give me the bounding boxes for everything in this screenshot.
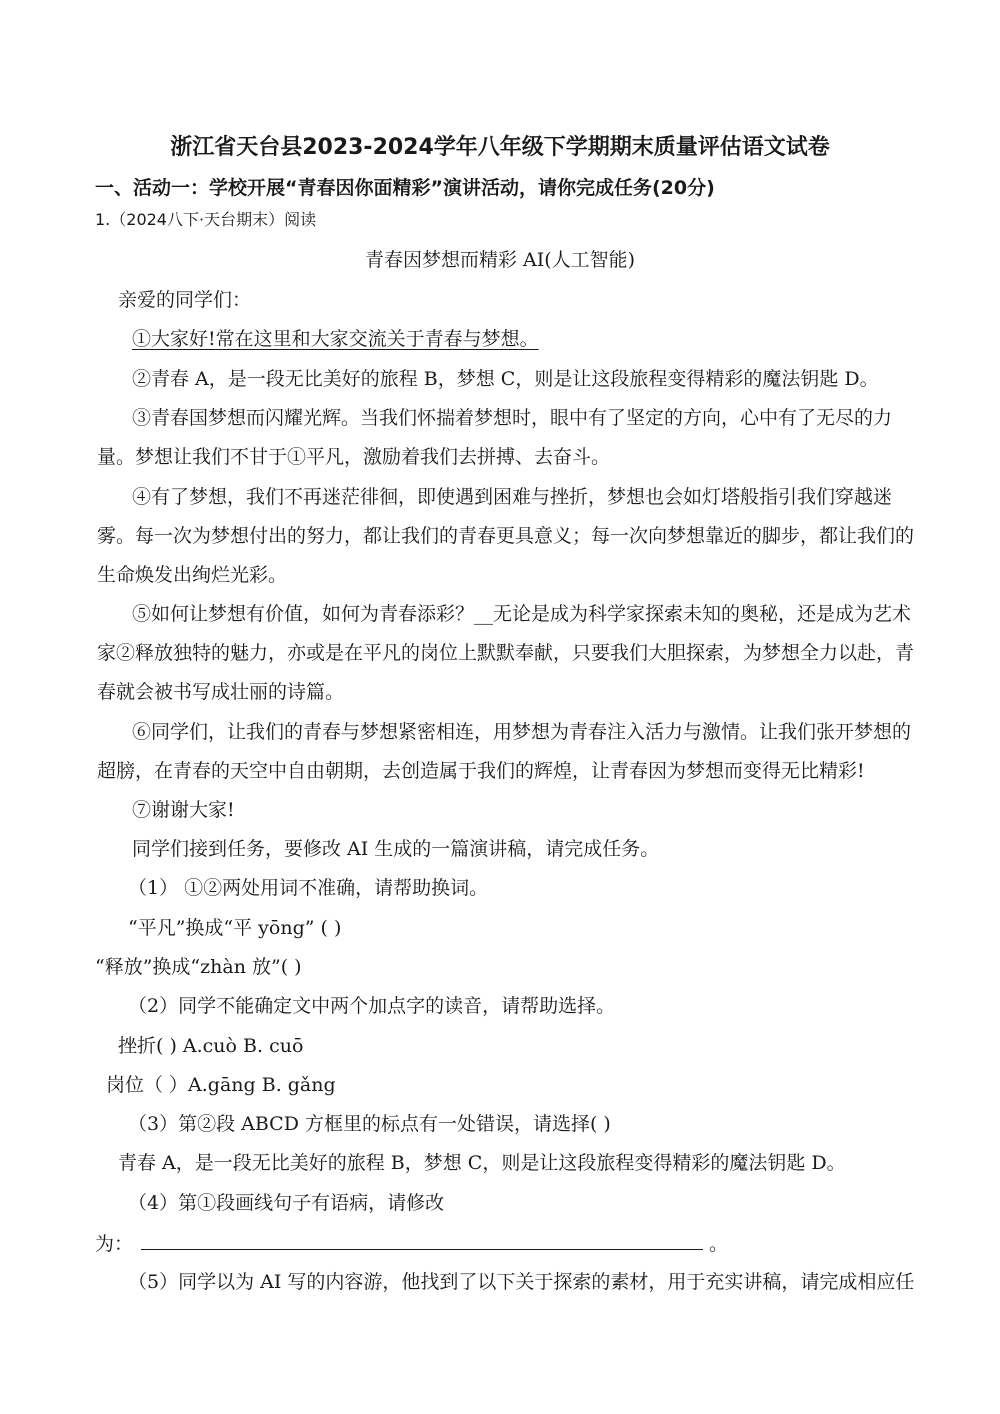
question-2-item-b: 岗位（ ）A.gāng B. gǎng [106, 1074, 336, 1096]
exam-title: 浙江省天台县2023-2024学年八年级下学期期末质量评估语文试卷 [170, 135, 830, 160]
question-2-item-a: 挫折( ) A.cuò B. cuō [118, 1035, 304, 1057]
paragraph-1-underlined: ①大家好!常在这里和大家交流关于青春与梦想。 [132, 328, 539, 350]
speech-title: 青春因梦想而精彩 AI(人工智能) [364, 249, 636, 271]
question-3-prompt: （3）第②段 ABCD 方框里的标点有一处错误，请选择( ) [128, 1113, 611, 1135]
question-4-prompt: （4）第①段画线句子有语病，请修改 [128, 1192, 445, 1214]
section-heading: 一、活动一：学校开展“青春因你面精彩”演讲活动，请你完成任务(20分) [95, 177, 715, 199]
question-2-prompt: （2）同学不能确定文中两个加点字的读音，请帮助选择。 [128, 995, 616, 1017]
question-4-answer-row [95, 1231, 728, 1256]
paragraph-6-line-2: 超膀，在青春的天空中自由朝期，去创造属于我们的辉煌，让青春因为梦想而变得无比精彩! [97, 760, 865, 782]
question-1-item-a: “平凡”换成“平 yōng” ( ) [128, 917, 342, 939]
answer-suffix: 。 [709, 1233, 729, 1255]
paragraph-5-line-3: 春就会被书写成壮丽的诗篇。 [97, 681, 345, 703]
question-number: 1.（2024八下·天台期末）阅读 [95, 210, 317, 229]
paragraph-3-line-1: ③青春国梦想而闪耀光辉。当我们怀揣着梦想时，眼中有了坚定的方向，心中有了无尽的力 [132, 407, 893, 429]
task-intro: 同学们接到任务，要修改 AI 生成的一篇演讲稿，请完成任务。 [132, 838, 660, 860]
paragraph-2: ②青春 A，是一段无比美好的旅程 B，梦想 C，则是让这段旅程变得精彩的魔法钥匙 D。 [132, 368, 879, 390]
question-3-quote: 青春 A，是一段无比美好的旅程 B，梦想 C，则是让这段旅程变得精彩的魔法钥匙 D。 [118, 1152, 846, 1174]
paragraph-4-line-3: 生命焕发出绚烂光彩。 [97, 564, 288, 586]
paragraph-4-line-1: ④有了梦想，我们不再迷茫徘徊，即使遇到困难与挫折，梦想也会如灯塔般指引我们穿越迷 [132, 486, 893, 508]
paragraph-7: ⑦谢谢大家! [132, 799, 235, 821]
speech-greeting: 亲爱的同学们： [118, 289, 252, 311]
paragraph-5-line-1: ⑤如何让梦想有价值，如何为青春添彩？__无论是成为科学家探索未知的奥秘，还是成为艺术 [132, 603, 912, 625]
paragraph-4-line-2: 雾。每一次为梦想付出的努力，都让我们的青春更具意义；每一次向梦想靠近的脚步，都让我们的 [97, 525, 915, 547]
answer-blank-line[interactable] [141, 1231, 703, 1250]
answer-prefix: 为： [95, 1233, 134, 1255]
paragraph-6-line-1: ⑥同学们，让我们的青春与梦想紧密相连，用梦想为青春注入活力与激情。让我们张开梦想的 [132, 721, 912, 743]
paragraph-3-line-2: 量。梦想让我们不甘于①平凡，激励着我们去拼搏、去奋斗。 [97, 446, 611, 468]
question-1-item-b: “释放”换成“zhàn 放”( ) [95, 956, 302, 978]
question-1-prompt: （1） ①②两处用词不准确，请帮助换词。 [128, 877, 489, 899]
paragraph-5-line-2: 家②释放独特的魅力，亦或是在平凡的岗位上默默奉献，只要我们大胆探索，为梦想全力以赴，青 [97, 642, 915, 664]
question-5-prompt: （5）同学以为 AI 写的内容游，他找到了以下关于探索的素材，用于充实讲稿，请完成相应任 [128, 1271, 915, 1293]
